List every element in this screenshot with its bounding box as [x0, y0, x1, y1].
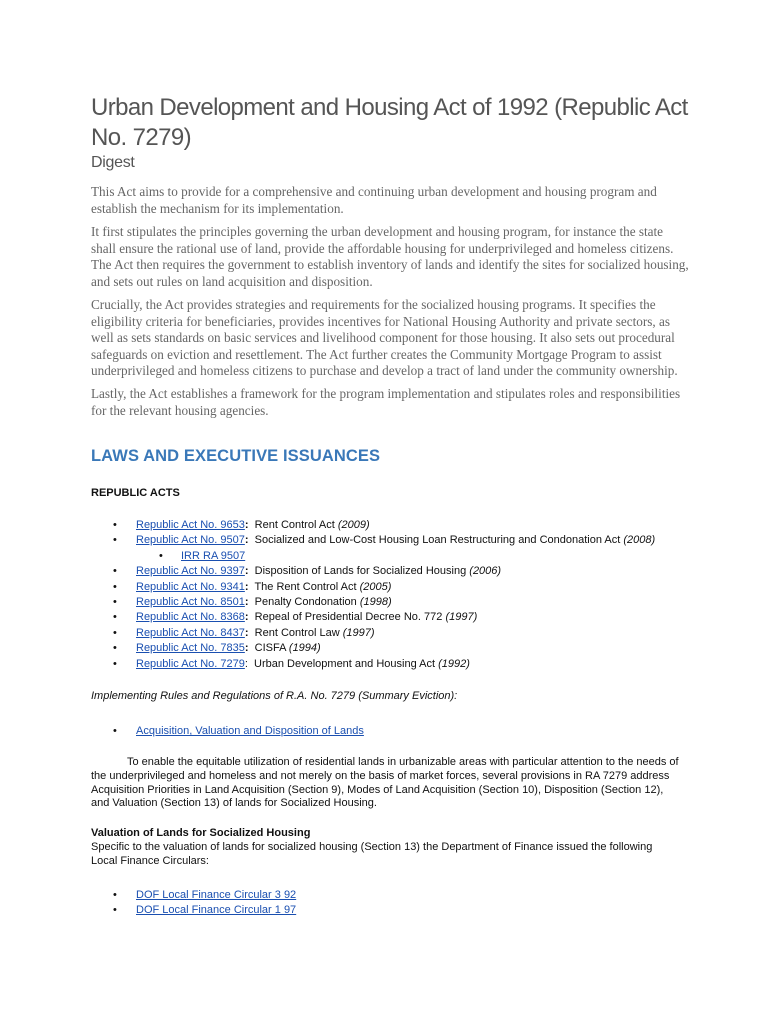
bullet-icon: • — [113, 580, 117, 593]
act-link-9507[interactable]: Republic Act No. 9507 — [136, 534, 245, 547]
bullet-icon: • — [113, 534, 117, 547]
act-description: Penalty Condonation — [254, 595, 357, 608]
circular-link-1-97[interactable]: DOF Local Finance Circular 1 97 — [136, 904, 297, 916]
bullet-icon: • — [113, 725, 117, 737]
act-description: Rent Control Act — [254, 519, 335, 531]
bullet-icon: • — [113, 565, 117, 578]
bullet-icon: • — [113, 657, 117, 670]
act-year: (1992) — [438, 657, 470, 670]
act-link-8368[interactable]: Republic Act No. 8368 — [136, 611, 245, 624]
republic-acts-heading: REPUBLIC ACTS — [91, 487, 180, 499]
bullet-icon: • — [159, 549, 163, 562]
digest-paragraph-4: Lastly, the Act establishes a framework for the program implementation and stipulates roles and responsibilities for the relevant housing agencies. — [91, 386, 681, 418]
acquisition-link[interactable]: Acquisition, Valuation and Disposition of Lands — [136, 725, 364, 737]
act-description: Disposition of Lands for Socialized Housing — [254, 565, 467, 578]
page-title: Urban Development and Housing Act of 1992 (Republic Act No. 7279) — [91, 94, 688, 151]
act-year: (1994) — [288, 642, 321, 655]
valuation-text: Specific to the valuation of lands for socialized housing (Section 13) the Department of Finance issued the following Local Finance Circulars: — [91, 840, 653, 867]
laws-heading: LAWS AND EXECUTIVE ISSUANCES — [91, 447, 381, 465]
act-description: Repeal of Presidential Decree No. 772 — [254, 611, 443, 624]
digest-paragraph-3: Crucially, the Act provides strategies and requirements for the socialized housing programs. It specifies the eligibility criteria for beneficiaries, provides incentives for National Housing Authority and private sectors, as well as sets standards on basic services and livelihood component for those housing. It also sets out procedural safeguards on eviction and resettlement. The Act further creates the Community Mortgage Program to assist underprivileged and homeless citizens to purchase and develop a tract of land under the community ownership. — [91, 297, 678, 378]
act-year: (2005) — [359, 580, 392, 593]
bullet-icon: • — [113, 889, 117, 901]
list-item — [91, 724, 591, 739]
act-link-9653[interactable]: Republic Act No. 9653 — [136, 519, 245, 531]
act-link-9341[interactable]: Republic Act No. 9341 — [136, 580, 245, 593]
act-year: (1997) — [342, 626, 375, 639]
act-link-7835[interactable]: Republic Act No. 7835 — [136, 642, 245, 655]
act-description: Urban Development and Housing Act — [254, 657, 436, 670]
bullet-icon: • — [113, 626, 117, 639]
act-year: (1998) — [359, 595, 392, 608]
bullet-icon: • — [113, 904, 117, 916]
list-item — [91, 903, 591, 918]
act-description: Rent Control Law — [254, 626, 340, 639]
act-link-8437[interactable]: Republic Act No. 8437 — [136, 626, 245, 639]
bullet-icon: • — [113, 642, 117, 655]
valuation-heading: Valuation of Lands for Socialized Housing — [91, 827, 311, 839]
bullet-icon: • — [113, 595, 117, 608]
act-link-9397[interactable]: Republic Act No. 9397 — [136, 565, 245, 578]
act-year: (1997) — [445, 611, 478, 624]
irr-ra-9507-link[interactable]: IRR RA 9507 — [181, 549, 246, 562]
acquisition-paragraph: To enable the equitable utilization of residential lands in urbanizable areas with particular attention to the needs of the underprivileged and homeless and not merely on the basis of market forces, several provisions in RA 7279 address Acquisition Priorities in Land Acquisition (Section 9), Modes of Land Acquisition (Section 10), Disposition (Section 12), and Valuation (Section 13) of lands for Socialized Housing. — [91, 756, 679, 810]
act-year: (2008) — [623, 534, 656, 547]
digest-heading: Digest — [91, 154, 135, 171]
digest-paragraph-2: It first stipulates the principles governing the urban development and housing program, for instance the state shall ensure the rational use of land, provide the affordable housing for underprivileged and homeless citizens. The Act then requires the government to establish inventory of lands and identify the sites for socialized housing, and sets out rules on land acquisition and disposition. — [91, 224, 689, 289]
act-description: The Rent Control Act — [254, 580, 357, 593]
bullet-icon: • — [113, 519, 117, 531]
circular-link-3-92[interactable]: DOF Local Finance Circular 3 92 — [136, 889, 297, 901]
act-link-8501[interactable]: Republic Act No. 8501 — [136, 595, 245, 608]
act-link-7279[interactable]: Republic Act No. 7279 — [136, 657, 245, 670]
act-description: Socialized and Low-Cost Housing Loan Restructuring and Condonation Act — [254, 534, 621, 547]
valuation-section — [91, 827, 681, 868]
act-year: (2009) — [337, 519, 370, 531]
list-item — [91, 888, 591, 903]
bullet-icon: • — [113, 611, 117, 624]
irr-note: Implementing Rules and Regulations of R.A. No. 7279 (Summary Eviction): — [91, 690, 458, 702]
act-year: (2006) — [469, 565, 502, 578]
digest-paragraph-1: This Act aims to provide for a comprehensive and continuing urban development and housing program and establish the mechanism for its implementation. — [91, 184, 657, 216]
act-description: CISFA — [254, 642, 286, 655]
